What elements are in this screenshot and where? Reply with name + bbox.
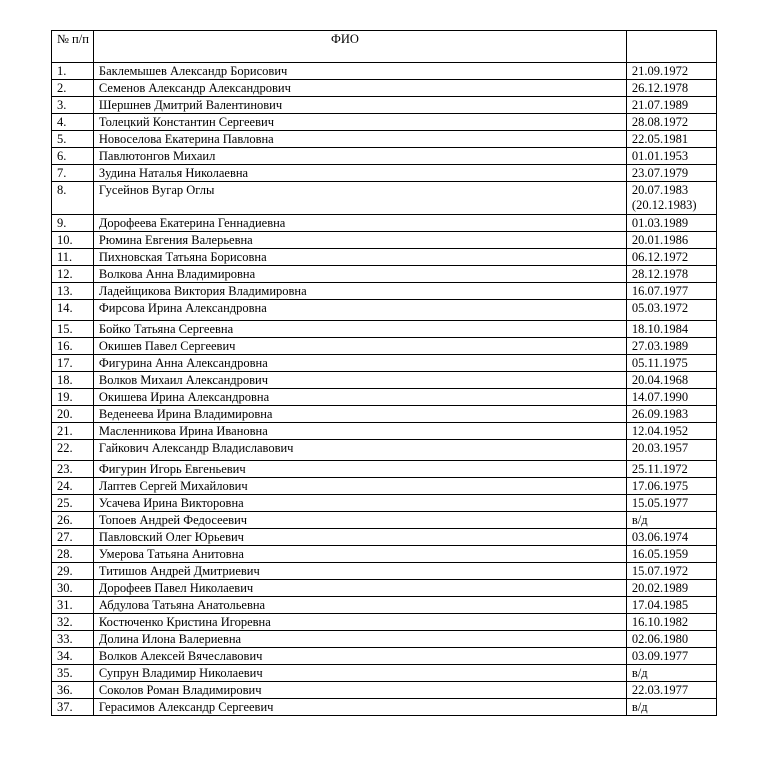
- table-row: [52, 63, 717, 80]
- row-number: 4.: [52, 114, 94, 131]
- table-row: [52, 182, 717, 215]
- row-full-name: Топоев Андрей Федосеевич: [93, 512, 626, 529]
- row-number: 33.: [52, 631, 94, 648]
- row-birth-date: 28.08.1972: [626, 114, 716, 131]
- row-full-name: Фирсова Ирина Александровна: [93, 300, 626, 321]
- row-number: 10.: [52, 232, 94, 249]
- row-full-name: Дорофеева Екатерина Геннадиевна: [93, 215, 626, 232]
- row-full-name: Гайкович Александр Владиславович: [93, 440, 626, 461]
- row-birth-date-primary: 20.07.1983: [631, 183, 689, 197]
- row-number: 27.: [52, 529, 94, 546]
- table-row: [52, 699, 717, 716]
- row-full-name: Фигурина Анна Александровна: [93, 355, 626, 372]
- row-full-name: Шершнев Дмитрий Валентинович: [93, 97, 626, 114]
- row-birth-date: 20.01.1986: [626, 232, 716, 249]
- row-birth-date: 17.06.1975: [626, 478, 716, 495]
- row-number: 36.: [52, 682, 94, 699]
- row-number: 30.: [52, 580, 94, 597]
- row-birth-date: 22.03.1977: [626, 682, 716, 699]
- table-row: [52, 148, 717, 165]
- row-number: 17.: [52, 355, 94, 372]
- row-birth-date: в/д: [626, 699, 716, 716]
- row-birth-date: 26.09.1983: [626, 406, 716, 423]
- table-row: [52, 321, 717, 338]
- row-number: 26.: [52, 512, 94, 529]
- row-birth-date: 06.12.1972: [626, 249, 716, 266]
- row-number: 3.: [52, 97, 94, 114]
- row-full-name: Волков Михаил Александрович: [93, 372, 626, 389]
- row-birth-date: 01.03.1989: [626, 215, 716, 232]
- row-birth-date: 14.07.1990: [626, 389, 716, 406]
- row-birth-date: в/д: [626, 512, 716, 529]
- row-birth-date: 21.09.1972: [626, 63, 716, 80]
- row-full-name: Рюмина Евгения Валерьевна: [93, 232, 626, 249]
- row-full-name: Окишева Ирина Александровна: [93, 389, 626, 406]
- row-birth-date: [626, 182, 716, 215]
- row-number: 15.: [52, 321, 94, 338]
- row-full-name: Гусейнов Вугар Оглы: [93, 182, 626, 215]
- table-row: [52, 580, 717, 597]
- row-number: 5.: [52, 131, 94, 148]
- row-birth-date: 23.07.1979: [626, 165, 716, 182]
- row-number: 8.: [52, 182, 94, 215]
- row-birth-date: 16.07.1977: [626, 283, 716, 300]
- row-number: 7.: [52, 165, 94, 182]
- row-full-name: Волков Алексей Вячеславович: [93, 648, 626, 665]
- row-full-name: Волкова Анна Владимировна: [93, 266, 626, 283]
- row-number: 31.: [52, 597, 94, 614]
- row-birth-date: 16.05.1959: [626, 546, 716, 563]
- table-row: [52, 423, 717, 440]
- row-full-name: Бойко Татьяна Сергеевна: [93, 321, 626, 338]
- row-birth-date: 12.04.1952: [626, 423, 716, 440]
- table-row: [52, 563, 717, 580]
- row-full-name: Усачева Ирина Викторовна: [93, 495, 626, 512]
- table-row: [52, 461, 717, 478]
- row-full-name: Окишев Павел Сергеевич: [93, 338, 626, 355]
- row-number: 21.: [52, 423, 94, 440]
- table-row: [52, 215, 717, 232]
- row-number: 32.: [52, 614, 94, 631]
- row-full-name: Супрун Владимир Николаевич: [93, 665, 626, 682]
- row-birth-date: 27.03.1989: [626, 338, 716, 355]
- row-full-name: Соколов Роман Владимирович: [93, 682, 626, 699]
- row-number: 13.: [52, 283, 94, 300]
- header-full-name: ФИО: [93, 31, 626, 63]
- table-row: [52, 406, 717, 423]
- persons-table: [51, 30, 717, 716]
- row-full-name: Пихновская Татьяна Борисовна: [93, 249, 626, 266]
- row-birth-date: 05.11.1975: [626, 355, 716, 372]
- row-birth-date: 02.06.1980: [626, 631, 716, 648]
- row-number: 11.: [52, 249, 94, 266]
- table-row: [52, 97, 717, 114]
- row-birth-date: 21.07.1989: [626, 97, 716, 114]
- table-row: [52, 665, 717, 682]
- table-row: [52, 440, 717, 461]
- table-row: [52, 682, 717, 699]
- row-full-name: Дорофеев Павел Николаевич: [93, 580, 626, 597]
- header-number: № п/п: [52, 31, 94, 63]
- table-row: [52, 389, 717, 406]
- table-row: [52, 546, 717, 563]
- row-birth-date: 20.04.1968: [626, 372, 716, 389]
- row-number: 34.: [52, 648, 94, 665]
- row-full-name: Павловский Олег Юрьевич: [93, 529, 626, 546]
- table-row: [52, 597, 717, 614]
- row-full-name: Семенов Александр Александрович: [93, 80, 626, 97]
- row-full-name: Баклемышев Александр Борисович: [93, 63, 626, 80]
- row-birth-date: 18.10.1984: [626, 321, 716, 338]
- table-row: [52, 266, 717, 283]
- row-birth-date: 03.09.1977: [626, 648, 716, 665]
- table-row: [52, 648, 717, 665]
- table-row: [52, 372, 717, 389]
- row-full-name: Веденеева Ирина Владимировна: [93, 406, 626, 423]
- row-full-name: Лаптев Сергей Михайлович: [93, 478, 626, 495]
- row-number: 12.: [52, 266, 94, 283]
- table-row: [52, 614, 717, 631]
- row-full-name: Толецкий Константин Сергеевич: [93, 114, 626, 131]
- row-full-name: Герасимов Александр Сергеевич: [93, 699, 626, 716]
- row-full-name: Фигурин Игорь Евгеньевич: [93, 461, 626, 478]
- row-birth-date: 28.12.1978: [626, 266, 716, 283]
- row-number: 9.: [52, 215, 94, 232]
- row-birth-date: 20.03.1957: [626, 440, 716, 461]
- table-row: [52, 478, 717, 495]
- row-full-name: Ладейщикова Виктория Владимировна: [93, 283, 626, 300]
- row-number: 35.: [52, 665, 94, 682]
- row-full-name: Новоселова Екатерина Павловна: [93, 131, 626, 148]
- table-row: [52, 131, 717, 148]
- table-row: [52, 283, 717, 300]
- row-number: 18.: [52, 372, 94, 389]
- table-row: [52, 114, 717, 131]
- row-birth-date: 05.03.1972: [626, 300, 716, 321]
- row-birth-date: в/д: [626, 665, 716, 682]
- row-full-name: Умерова Татьяна Анитовна: [93, 546, 626, 563]
- row-number: 23.: [52, 461, 94, 478]
- table-row: [52, 165, 717, 182]
- row-birth-date: 20.02.1989: [626, 580, 716, 597]
- table-row: [52, 631, 717, 648]
- row-number: 6.: [52, 148, 94, 165]
- row-full-name: Костюченко Кристина Игоревна: [93, 614, 626, 631]
- row-number: 20.: [52, 406, 94, 423]
- table-header-row: [52, 31, 717, 63]
- row-full-name: Масленникова Ирина Ивановна: [93, 423, 626, 440]
- row-birth-date: 01.01.1953: [626, 148, 716, 165]
- row-number: 14.: [52, 300, 94, 321]
- row-birth-date: 15.07.1972: [626, 563, 716, 580]
- table-row: [52, 80, 717, 97]
- row-birth-date: 16.10.1982: [626, 614, 716, 631]
- row-number: 24.: [52, 478, 94, 495]
- row-number: 19.: [52, 389, 94, 406]
- row-birth-date: 03.06.1974: [626, 529, 716, 546]
- row-number: 29.: [52, 563, 94, 580]
- table-row: [52, 495, 717, 512]
- table-row: [52, 529, 717, 546]
- row-number: 28.: [52, 546, 94, 563]
- row-number: 2.: [52, 80, 94, 97]
- row-birth-date: 25.11.1972: [626, 461, 716, 478]
- table-row: [52, 338, 717, 355]
- table-row: [52, 232, 717, 249]
- row-full-name: Зудина Наталья Николаевна: [93, 165, 626, 182]
- row-birth-date: 22.05.1981: [626, 131, 716, 148]
- table-row: [52, 512, 717, 529]
- row-birth-date-alt: (20.12.1983): [631, 198, 697, 212]
- row-birth-date: 15.05.1977: [626, 495, 716, 512]
- row-number: 16.: [52, 338, 94, 355]
- row-full-name: Долина Илона Валериевна: [93, 631, 626, 648]
- table-row: [52, 249, 717, 266]
- header-date: [626, 31, 716, 63]
- table-row: [52, 355, 717, 372]
- table-row: [52, 300, 717, 321]
- row-number: 22.: [52, 440, 94, 461]
- row-number: 1.: [52, 63, 94, 80]
- row-birth-date: 17.04.1985: [626, 597, 716, 614]
- row-full-name: Павлютонгов Михаил: [93, 148, 626, 165]
- row-number: 37.: [52, 699, 94, 716]
- row-full-name: Титишов Андрей Дмитриевич: [93, 563, 626, 580]
- row-number: 25.: [52, 495, 94, 512]
- row-full-name: Абдулова Татьяна Анатольевна: [93, 597, 626, 614]
- row-birth-date: 26.12.1978: [626, 80, 716, 97]
